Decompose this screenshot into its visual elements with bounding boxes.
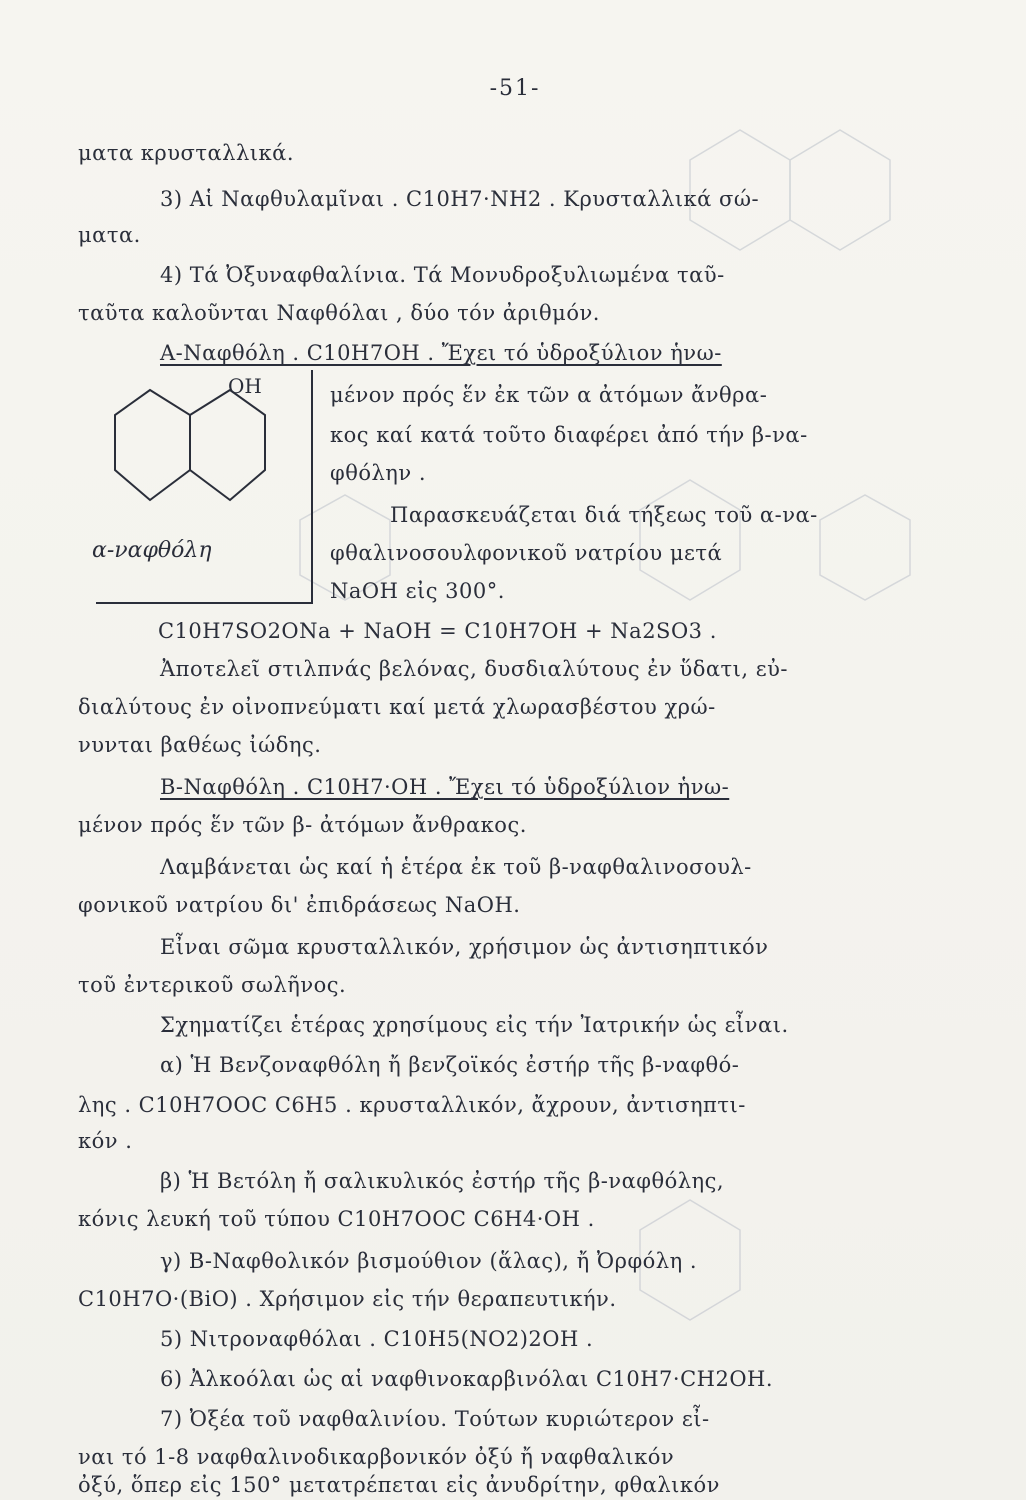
item-orphol: γ) Β-Ναφθολικόν βισμούθιον (ἅλας), ἤ Ὀρφόλη . [160,1249,698,1273]
text-line: Σχηματίζει ἑτέρας χρησίμους εἰς τήν Ἰατρικήν ὡς εἶναι. [160,1013,789,1037]
naphthol-structure-diagram [110,375,310,535]
text-line: τοῦ ἐντερικοῦ σωλῆνος. [78,973,347,997]
text-line: ταῦτα καλοῦνται Ναφθόλαι , δύο τόν ἀριθμόν. [78,301,600,325]
heading-b-naphthol: Β-Ναφθόλη . C10H7·OH . Ἔχει τό ὑδροξύλιον ἡνω- [160,775,730,799]
figure-caption: α-ναφθόλη [92,538,212,563]
chemical-equation: C10H7SO2ONa + NaOH = C10H7OH + Na2SO3 . [158,619,717,643]
hydroxyl-label: OH [228,374,262,398]
text-line: φονικοῦ νατρίου δι' ἐπιδράσεως NaOH. [78,893,521,917]
text-line: κόν . [78,1129,133,1153]
text-line: φθόλην . [330,461,426,485]
heading-a-naphthol: Α-Ναφθόλη . C10H7OH . Ἔχει τό ὑδροξύλιον ἡνω- [160,341,722,365]
heading-alcohols: 6) Ἀλκοόλαι ὡς αἱ ναφθινοκαρβινόλαι C10H7·CH2OH. [160,1367,774,1391]
heading-naphthylamines: 3) Αἱ Ναφθυλαμῖναι . C10H7·NH2 . Κρυσταλλικά σώ- [160,187,760,211]
text-line: κος καί κατά τοῦτο διαφέρει ἀπό τήν β-να- [330,423,808,447]
text-line: Εἶναι σῶμα κρυσταλλικόν, χρήσιμον ὡς ἀντισηπτικόν [160,935,769,959]
text-line: ὀξύ, ὅπερ εἰς 150° μετατρέπεται εἰς ἀνυδρίτην, φθαλικόν [78,1473,720,1497]
text-line: διαλύτους ἐν οἰνοπνεύματι καί μετά χλωρασβέστου χρώ- [78,695,716,719]
heading-naphthalene-acids: 7) Ὀξέα τοῦ ναφθαλινίου. Τούτων κυριώτερον εἶ- [160,1407,710,1431]
item-benzonaphthol: α) Ἡ Βενζοναφθόλη ἤ βενζοϊκός ἐστήρ τῆς β-ναφθό- [160,1053,740,1077]
text-line: νυνται βαθέως ἰώδης. [78,733,322,757]
text-line: κόνις λευκή τοῦ τύπου C10H7OOC C6H4·OH . [78,1207,595,1231]
text-line: ματα. [78,223,141,247]
heading-oxynaphthalenes: 4) Τά Ὀξυναφθαλίνια. Τά Μονυδροξυλιωμένα ταῦ- [160,263,725,287]
text-line: Παρασκευάζεται διά τήξεως τοῦ α-να- [390,503,818,527]
text-line: Ἀποτελεῖ στιλπνάς βελόνας, δυσδιαλύτους ἐν ὕδατι, εὐ- [160,657,789,681]
text-line: Λαμβάνεται ὡς καί ἡ ἑτέρα ἐκ τοῦ β-ναφθαλινοσουλ- [160,855,752,879]
text-line: C10H7O·(BiO) . Χρήσιμον εἰς τήν θεραπευτικήν. [78,1287,617,1311]
text-line: ματα κρυσταλλικά. [78,141,295,165]
page-number: -51- [489,76,541,101]
text-line: NaOH εἰς 300°. [330,579,505,603]
text-line: μένον πρός ἕν ἐκ τῶν α ἀτόμων ἄνθρα- [330,383,768,407]
heading-nitronaphthols: 5) Νιτροναφθόλαι . C10H5(NO2)2OH . [160,1327,594,1351]
text-line: ναι τό 1-8 ναφθαλινοδικαρβονικόν ὀξύ ἤ ναφθαλικόν [78,1445,675,1469]
text-line: φθαλινοσουλφονικοῦ νατρίου μετά [330,541,723,565]
text-line: μένον πρός ἕν τῶν β- ἀτόμων ἄνθρακος. [78,813,527,837]
item-betol: β) Ἡ Βετόλη ἤ σαλικυλικός ἐστήρ τῆς β-ναφθόλης, [160,1169,725,1193]
text-line: λης . C10H7OOC C6H5 . κρυσταλλικόν, ἄχρουν, ἀντισηπτι- [78,1093,746,1117]
